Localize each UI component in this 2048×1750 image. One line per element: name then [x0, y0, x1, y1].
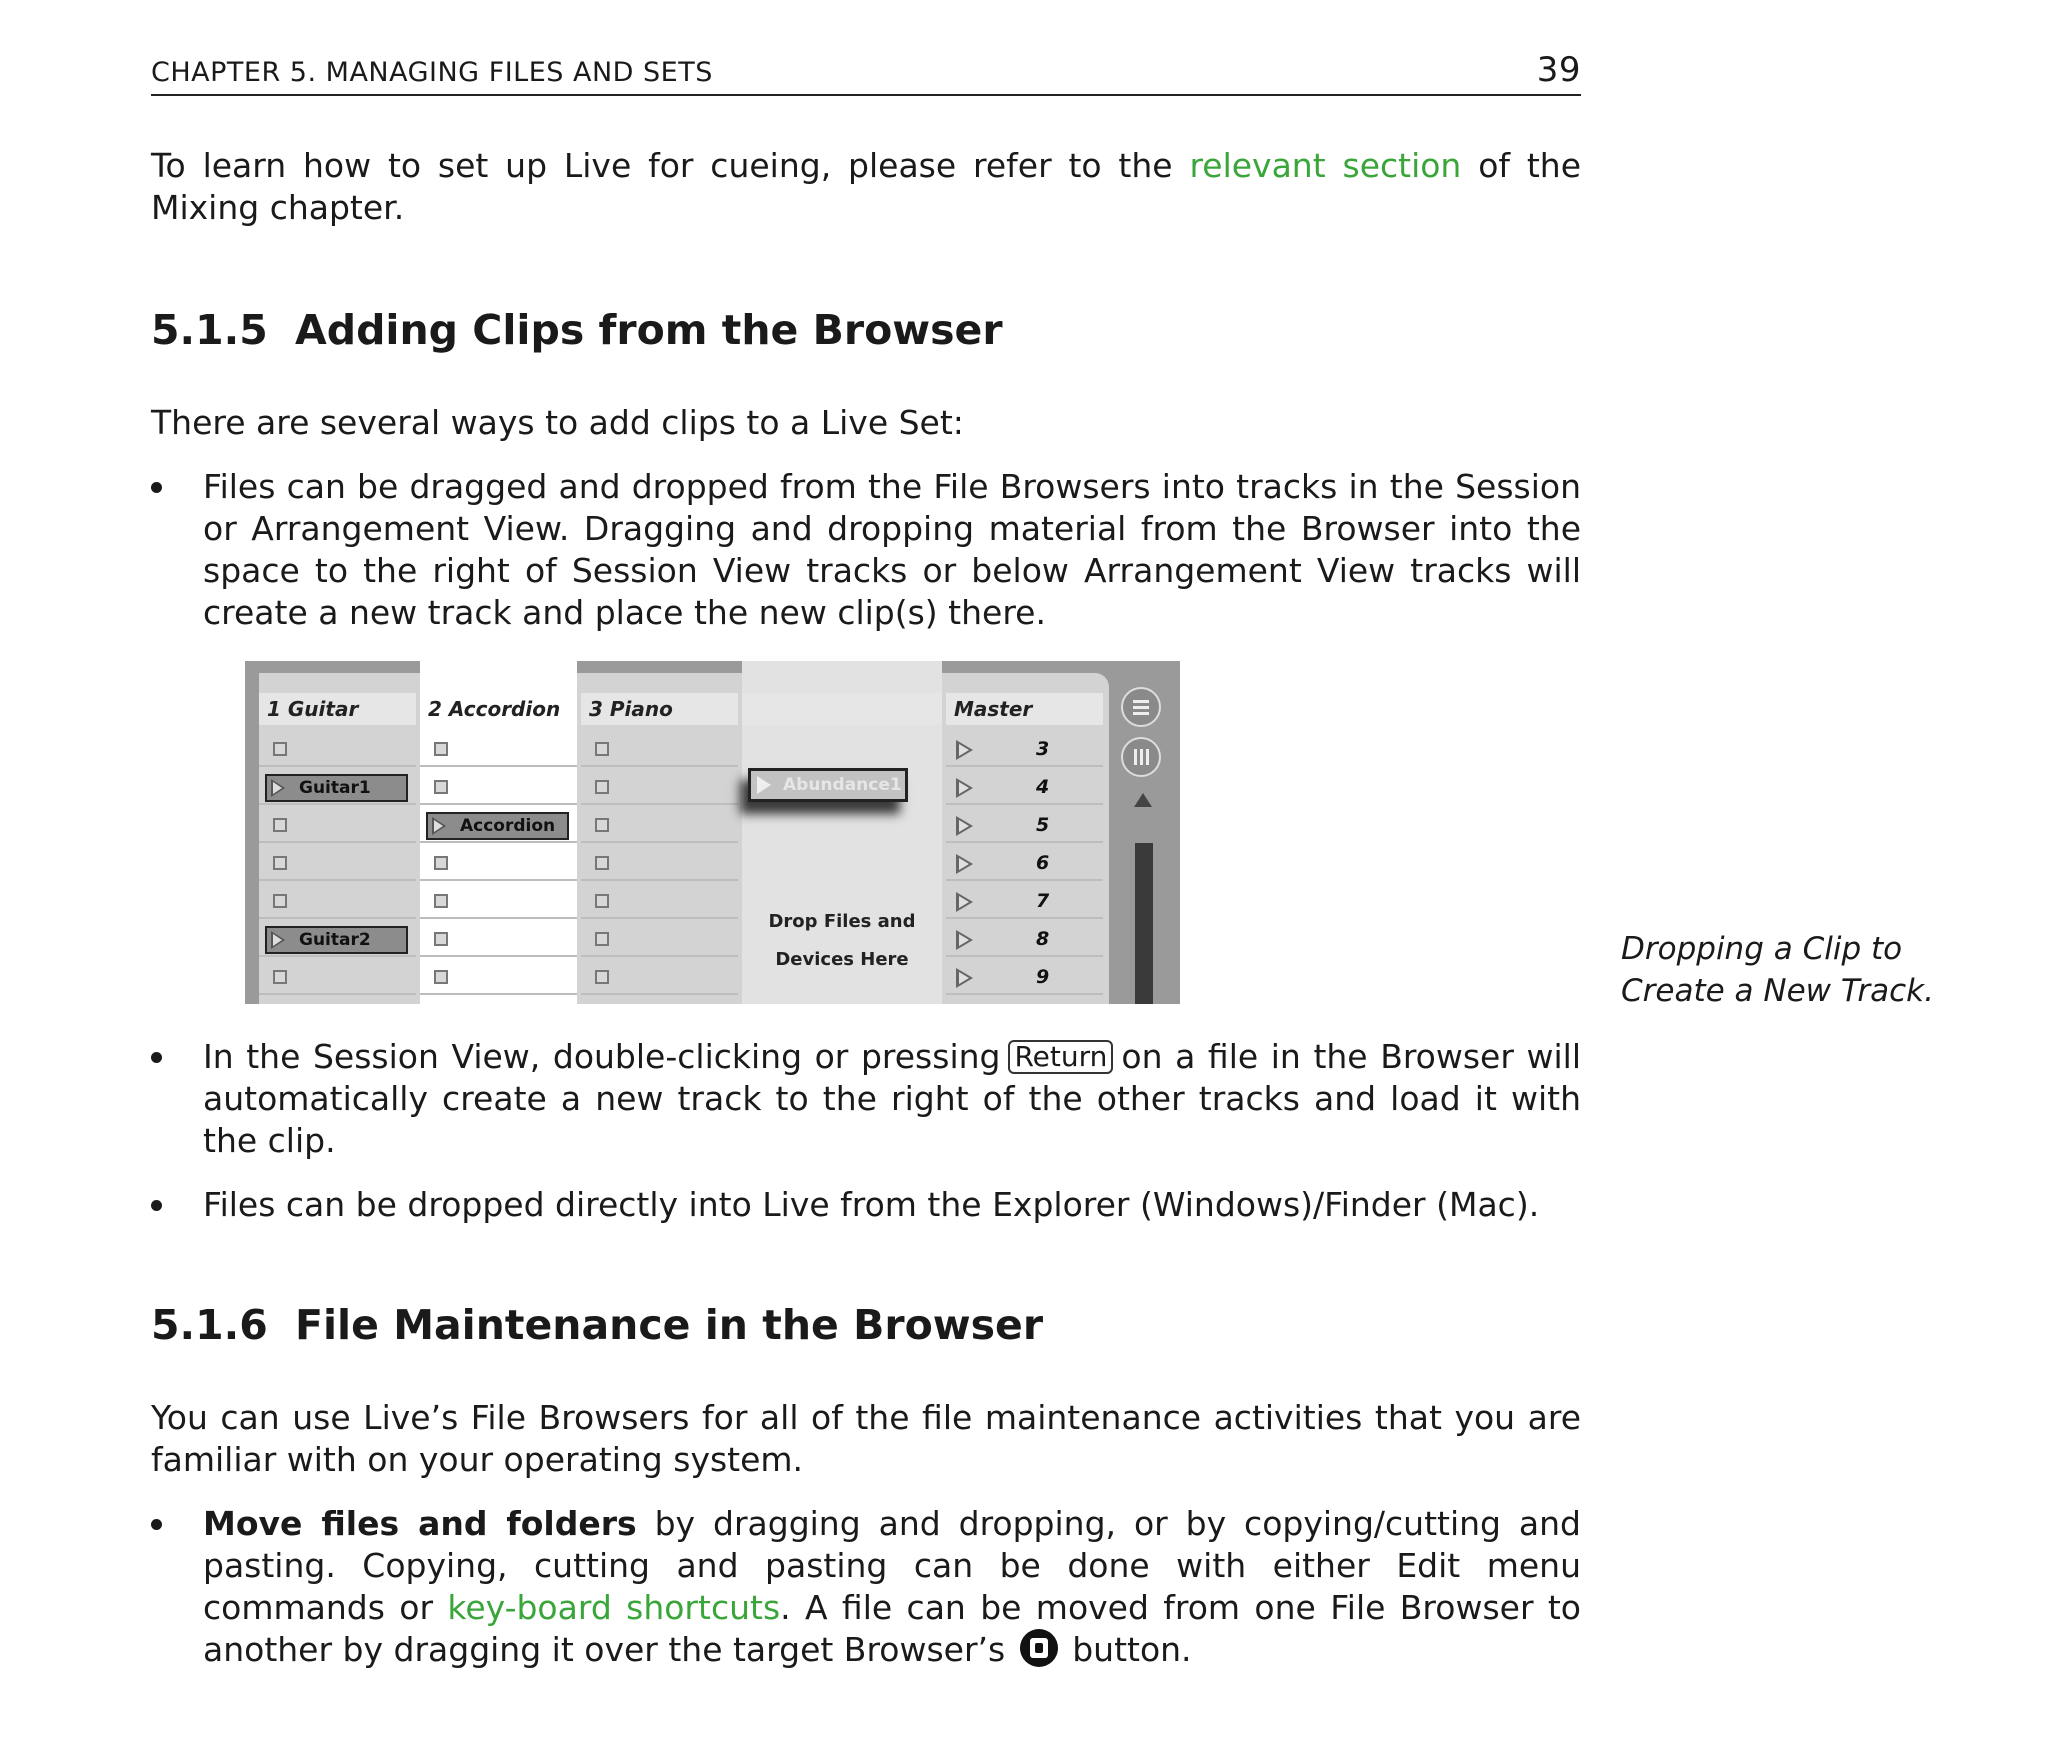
drop-hint-line2: Devices Here: [775, 949, 909, 970]
scene-launch[interactable]: 8: [946, 921, 1103, 957]
stop-icon: [273, 894, 287, 908]
list-item: Move files and folders by dragging and dropping, or by copying/cutting and pasting. Copying, cutting and pasting can be done with either Edit menu commands or key-board shortcuts. A file can be moved from one File Browser to another by dragging it over the target Browser’s button.: [203, 1503, 1581, 1671]
scene-launch[interactable]: 4: [946, 769, 1103, 805]
list-item: In the Session View, double-clicking or pressing Return on a file in the Browser will automatically create a new track to the right of the other tracks and load it with the clip.: [203, 1036, 1581, 1162]
track-piano: [581, 661, 738, 1004]
clip-slot[interactable]: [259, 769, 416, 805]
stop-icon: [434, 742, 448, 756]
track-header[interactable]: 3 Piano: [581, 693, 738, 725]
stop-icon: [595, 856, 609, 870]
clip-slot[interactable]: [420, 883, 577, 919]
drop-hint-line1: Drop Files and: [768, 911, 916, 932]
clip-slot[interactable]: [581, 769, 738, 805]
stop-icon: [595, 932, 609, 946]
play-icon: [956, 740, 973, 760]
scene-launch[interactable]: 6: [946, 845, 1103, 881]
play-icon: [956, 778, 973, 798]
clip-slot[interactable]: [581, 959, 738, 995]
stop-icon: [434, 932, 448, 946]
stop-icon: [595, 818, 609, 832]
section-515-lead: There are several ways to add clips to a Live Set:: [151, 403, 964, 442]
play-icon: [956, 854, 973, 874]
return-key: Return: [1008, 1040, 1113, 1074]
scene-launch[interactable]: 9: [946, 959, 1103, 995]
play-icon: [956, 930, 973, 950]
clip-slot[interactable]: [420, 731, 577, 767]
stop-icon: [434, 780, 448, 794]
clip-slot[interactable]: [420, 807, 577, 843]
scene-launch[interactable]: 3: [946, 731, 1103, 767]
clip-slot[interactable]: [420, 769, 577, 805]
track-master: [946, 661, 1103, 1004]
list-item: Files can be dropped directly into Live from the Explorer (Windows)/Finder (Mac).: [203, 1184, 1581, 1226]
track-header[interactable]: 1 Guitar: [259, 693, 416, 725]
stop-icon: [273, 856, 287, 870]
clip-slot[interactable]: [420, 921, 577, 957]
clip-slot[interactable]: [420, 959, 577, 995]
master-header[interactable]: Master: [946, 693, 1103, 725]
clip-slot[interactable]: [581, 883, 738, 919]
clip-slot[interactable]: [420, 845, 577, 881]
clip-slot[interactable]: [581, 845, 738, 881]
side-controls: [1111, 673, 1180, 1004]
dragged-clip[interactable]: Abundance1: [748, 768, 908, 802]
section-516-lead: You can use Live’s File Browsers for all of the file maintenance activities that you are familiar with on your operating system.: [151, 1398, 1581, 1479]
play-icon: [956, 968, 973, 988]
clip-slot[interactable]: [581, 807, 738, 843]
browser-button-icon: [1020, 1629, 1058, 1667]
clip-slot[interactable]: [259, 959, 416, 995]
page-number: 39: [1536, 50, 1581, 90]
stop-icon: [273, 742, 287, 756]
columns-icon[interactable]: [1121, 737, 1161, 777]
bullet-list-516: [203, 1503, 1581, 1671]
play-icon: [271, 779, 285, 797]
bullet-list-515b: [203, 1036, 1581, 1226]
stop-icon: [595, 970, 609, 984]
stop-icon: [434, 856, 448, 870]
clip-slot[interactable]: [259, 921, 416, 957]
track-accordion: [420, 661, 577, 1004]
track-guitar: [259, 661, 416, 1004]
section-heading-516: 5.1.6 File Maintenance in the Browser: [151, 1301, 1044, 1349]
clip-accordion[interactable]: Accordion: [426, 812, 569, 840]
stop-icon: [595, 894, 609, 908]
stop-icon: [434, 970, 448, 984]
track-header[interactable]: 2 Accordion: [420, 693, 577, 725]
clip-slot[interactable]: [581, 731, 738, 767]
bullet-list-515a: [203, 466, 1581, 634]
keyboard-shortcuts-link[interactable]: key-board shortcuts: [447, 1588, 781, 1627]
clip-slot[interactable]: [259, 807, 416, 843]
section-heading-515: 5.1.5 Adding Clips from the Browser: [151, 306, 1003, 354]
drop-zone-header: [742, 693, 942, 725]
list-item: Files can be dragged and dropped from the File Browsers into tracks in the Session or Arrangement View. Dragging and dropping material from the Browser into the space to the right of Session View tracks or below Arrangement View tracks will create a new track and place the new clip(s) there.: [203, 466, 1581, 634]
clip-slot[interactable]: [259, 845, 416, 881]
play-icon: [956, 816, 973, 836]
clip-slot[interactable]: [259, 883, 416, 919]
clip-slot[interactable]: [581, 921, 738, 957]
session-view-figure: [245, 661, 1180, 1004]
scene-launch[interactable]: 7: [946, 883, 1103, 919]
clip-guitar1[interactable]: Guitar1: [265, 774, 408, 802]
play-icon: [271, 931, 285, 949]
clip-slot[interactable]: [259, 731, 416, 767]
running-header: [151, 48, 1581, 96]
figure-caption: Dropping a Clip to Create a New Track.: [1621, 931, 1934, 1009]
relevant-section-link[interactable]: relevant section: [1189, 146, 1462, 185]
scroll-up-icon[interactable]: [1134, 793, 1152, 807]
play-icon: [757, 776, 771, 794]
chapter-title: CHAPTER 5. MANAGING FILES AND SETS: [151, 57, 713, 88]
intro-paragraph: To learn how to set up Live for cueing, please refer to the relevant section of the Mixing chapter.: [151, 146, 1581, 227]
scrollbar[interactable]: [1135, 843, 1153, 1004]
stop-icon: [595, 742, 609, 756]
clip-guitar2[interactable]: Guitar2: [265, 926, 408, 954]
stop-icon: [434, 894, 448, 908]
play-icon: [956, 892, 973, 912]
stop-icon: [273, 970, 287, 984]
scene-launch[interactable]: 5: [946, 807, 1103, 843]
stop-icon: [273, 818, 287, 832]
drop-zone[interactable]: [742, 661, 942, 1004]
menu-icon[interactable]: [1121, 687, 1161, 727]
stop-icon: [595, 780, 609, 794]
play-icon: [432, 817, 446, 835]
